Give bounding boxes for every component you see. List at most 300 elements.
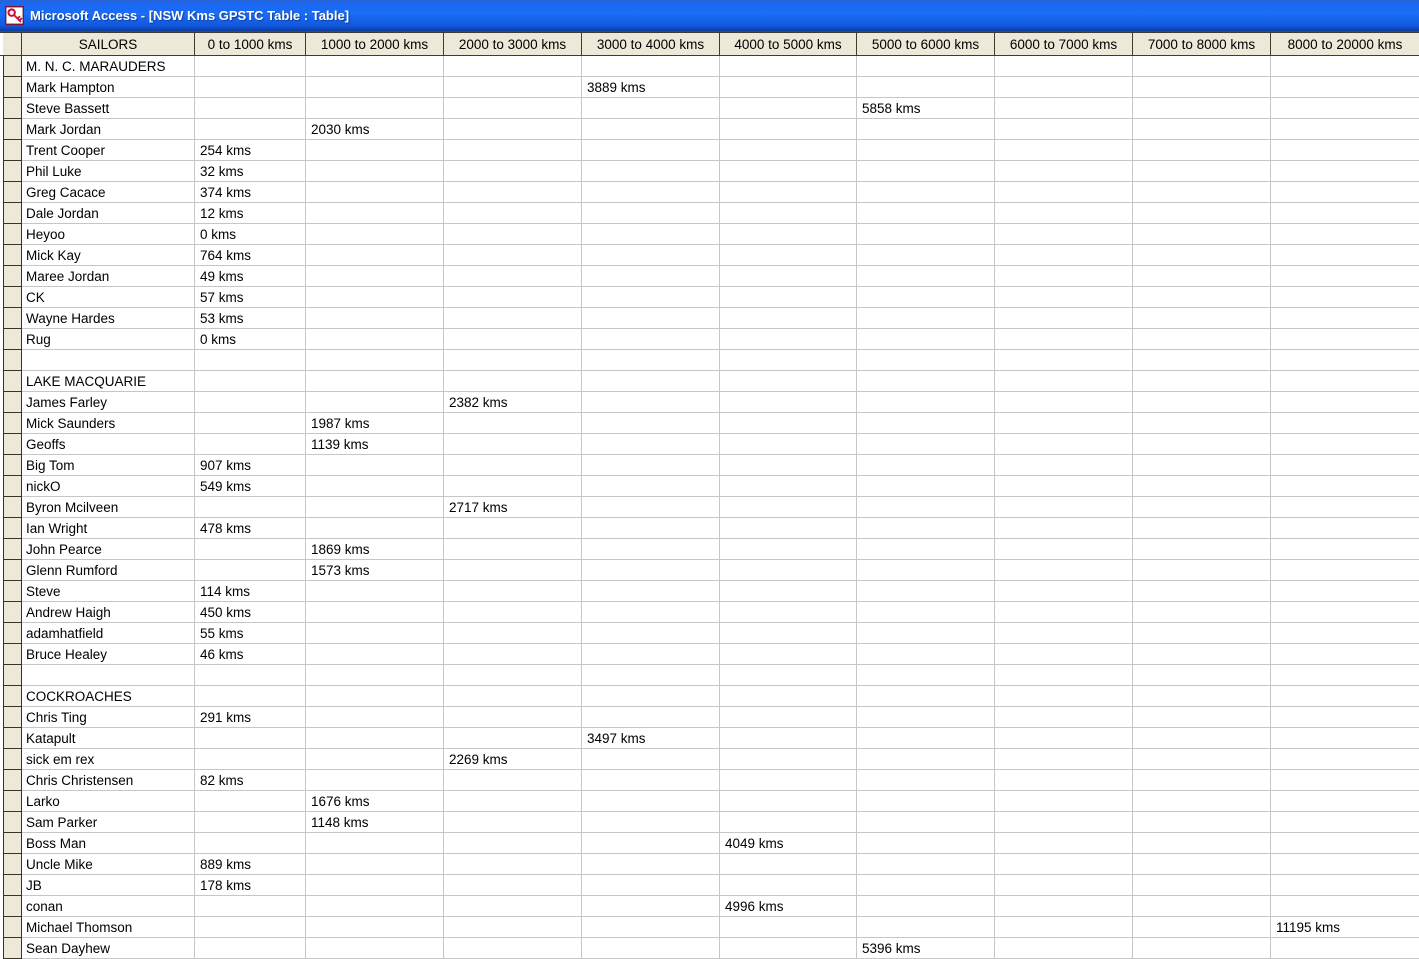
km-value-cell[interactable] (306, 581, 444, 602)
km-value-cell[interactable] (857, 497, 995, 518)
km-value-cell[interactable]: 178 kms (195, 875, 306, 896)
km-value-cell[interactable] (857, 350, 995, 371)
km-value-cell[interactable] (1271, 224, 1419, 245)
km-value-cell[interactable] (995, 749, 1133, 770)
km-value-cell[interactable] (582, 602, 720, 623)
km-value-cell[interactable] (444, 854, 582, 875)
km-value-cell[interactable] (582, 413, 720, 434)
km-value-cell[interactable] (720, 854, 857, 875)
km-value-cell[interactable] (582, 245, 720, 266)
sailor-name-cell[interactable]: Wayne Hardes (22, 308, 195, 329)
km-value-cell[interactable] (720, 371, 857, 392)
km-value-cell[interactable] (1133, 938, 1271, 959)
km-value-cell[interactable] (1271, 476, 1419, 497)
km-value-cell[interactable] (582, 119, 720, 140)
sailor-name-cell[interactable]: COCKROACHES (22, 686, 195, 707)
km-value-cell[interactable] (1271, 875, 1419, 896)
km-value-cell[interactable] (306, 140, 444, 161)
row-selector[interactable] (0, 77, 22, 98)
km-value-cell[interactable] (195, 686, 306, 707)
km-value-cell[interactable] (720, 392, 857, 413)
km-value-cell[interactable] (857, 791, 995, 812)
km-value-cell[interactable] (995, 875, 1133, 896)
row-selector-box[interactable] (3, 56, 22, 77)
sailor-name-cell[interactable]: JB (22, 875, 195, 896)
km-value-cell[interactable] (1133, 476, 1271, 497)
km-value-cell[interactable] (995, 434, 1133, 455)
km-value-cell[interactable] (1133, 812, 1271, 833)
row-selector[interactable] (0, 560, 22, 581)
km-value-cell[interactable] (720, 560, 857, 581)
km-value-cell[interactable]: 5396 kms (857, 938, 995, 959)
km-value-cell[interactable] (1271, 98, 1419, 119)
km-value-cell[interactable] (582, 203, 720, 224)
km-value-cell[interactable]: 2030 kms (306, 119, 444, 140)
km-value-cell[interactable] (1271, 938, 1419, 959)
km-value-cell[interactable] (857, 518, 995, 539)
km-value-cell[interactable] (857, 77, 995, 98)
km-value-cell[interactable] (720, 770, 857, 791)
sailor-name-cell[interactable]: M. N. C. MARAUDERS (22, 56, 195, 77)
km-value-cell[interactable] (857, 665, 995, 686)
km-value-cell[interactable] (1133, 140, 1271, 161)
km-value-cell[interactable] (306, 875, 444, 896)
km-value-cell[interactable] (995, 245, 1133, 266)
km-value-cell[interactable] (195, 833, 306, 854)
km-value-cell[interactable] (720, 686, 857, 707)
km-value-cell[interactable] (995, 455, 1133, 476)
km-value-cell[interactable] (582, 98, 720, 119)
km-value-cell[interactable] (1271, 161, 1419, 182)
sailor-name-cell[interactable]: CK (22, 287, 195, 308)
km-value-cell[interactable] (1133, 266, 1271, 287)
km-value-cell[interactable] (1271, 413, 1419, 434)
km-value-cell[interactable] (582, 455, 720, 476)
km-value-cell[interactable]: 2382 kms (444, 392, 582, 413)
km-value-cell[interactable] (1133, 224, 1271, 245)
km-value-cell[interactable] (720, 812, 857, 833)
km-value-cell[interactable]: 3497 kms (582, 728, 720, 749)
km-value-cell[interactable] (1271, 644, 1419, 665)
row-selector[interactable] (0, 854, 22, 875)
sailor-name-cell[interactable]: Rug (22, 329, 195, 350)
km-value-cell[interactable] (306, 245, 444, 266)
column-header[interactable]: 7000 to 8000 kms (1133, 32, 1271, 56)
km-value-cell[interactable] (444, 140, 582, 161)
km-value-cell[interactable] (1133, 56, 1271, 77)
km-value-cell[interactable] (857, 875, 995, 896)
km-value-cell[interactable] (857, 266, 995, 287)
km-value-cell[interactable] (720, 518, 857, 539)
select-all-box[interactable] (0, 32, 22, 56)
km-value-cell[interactable] (1271, 371, 1419, 392)
km-value-cell[interactable] (1133, 119, 1271, 140)
km-value-cell[interactable] (1271, 245, 1419, 266)
sailor-name-cell[interactable] (22, 350, 195, 371)
km-value-cell[interactable] (995, 413, 1133, 434)
sailor-name-cell[interactable]: Heyoo (22, 224, 195, 245)
km-value-cell[interactable] (582, 686, 720, 707)
km-value-cell[interactable] (1271, 119, 1419, 140)
km-value-cell[interactable] (306, 77, 444, 98)
sailor-name-cell[interactable]: Sam Parker (22, 812, 195, 833)
km-value-cell[interactable] (1133, 329, 1271, 350)
km-value-cell[interactable] (995, 665, 1133, 686)
row-selector-box[interactable] (3, 98, 22, 119)
row-selector-box[interactable] (3, 350, 22, 371)
km-value-cell[interactable] (995, 224, 1133, 245)
km-value-cell[interactable] (857, 434, 995, 455)
km-value-cell[interactable] (306, 896, 444, 917)
km-value-cell[interactable] (995, 560, 1133, 581)
km-value-cell[interactable]: 53 kms (195, 308, 306, 329)
km-value-cell[interactable] (1133, 560, 1271, 581)
km-value-cell[interactable] (995, 686, 1133, 707)
km-value-cell[interactable] (1271, 329, 1419, 350)
row-selector-box[interactable] (3, 917, 22, 938)
km-value-cell[interactable] (444, 833, 582, 854)
km-value-cell[interactable] (720, 77, 857, 98)
km-value-cell[interactable] (720, 287, 857, 308)
km-value-cell[interactable] (1133, 455, 1271, 476)
km-value-cell[interactable] (444, 350, 582, 371)
km-value-cell[interactable] (582, 56, 720, 77)
km-value-cell[interactable] (306, 287, 444, 308)
km-value-cell[interactable]: 4996 kms (720, 896, 857, 917)
column-header[interactable]: 8000 to 20000 kms (1271, 32, 1419, 56)
km-value-cell[interactable] (306, 686, 444, 707)
km-value-cell[interactable] (1271, 812, 1419, 833)
km-value-cell[interactable] (582, 518, 720, 539)
sailor-name-cell[interactable]: Larko (22, 791, 195, 812)
row-selector[interactable] (0, 392, 22, 413)
row-selector-box[interactable] (3, 833, 22, 854)
sailor-name-cell[interactable]: Uncle Mike (22, 854, 195, 875)
km-value-cell[interactable] (720, 56, 857, 77)
km-value-cell[interactable] (306, 602, 444, 623)
row-selector-box[interactable] (3, 203, 22, 224)
row-selector-box[interactable] (3, 140, 22, 161)
km-value-cell[interactable] (720, 98, 857, 119)
km-value-cell[interactable] (306, 749, 444, 770)
km-value-cell[interactable] (720, 749, 857, 770)
km-value-cell[interactable] (995, 707, 1133, 728)
km-value-cell[interactable] (995, 203, 1133, 224)
km-value-cell[interactable] (995, 77, 1133, 98)
km-value-cell[interactable] (306, 938, 444, 959)
km-value-cell[interactable]: 11195 kms (1271, 917, 1419, 938)
row-selector-box[interactable] (3, 287, 22, 308)
row-selector-box[interactable] (3, 77, 22, 98)
sailor-name-cell[interactable]: James Farley (22, 392, 195, 413)
row-selector[interactable] (0, 497, 22, 518)
km-value-cell[interactable] (306, 854, 444, 875)
km-value-cell[interactable] (582, 371, 720, 392)
column-header[interactable]: 1000 to 2000 kms (306, 32, 444, 56)
km-value-cell[interactable] (857, 161, 995, 182)
km-value-cell[interactable] (720, 665, 857, 686)
sailor-name-cell[interactable] (22, 665, 195, 686)
km-value-cell[interactable] (857, 896, 995, 917)
km-value-cell[interactable] (195, 77, 306, 98)
km-value-cell[interactable] (720, 203, 857, 224)
km-value-cell[interactable] (857, 917, 995, 938)
km-value-cell[interactable] (444, 434, 582, 455)
row-selector[interactable] (0, 119, 22, 140)
km-value-cell[interactable] (995, 518, 1133, 539)
row-selector-box[interactable] (3, 749, 22, 770)
km-value-cell[interactable] (582, 560, 720, 581)
column-header[interactable]: 2000 to 3000 kms (444, 32, 582, 56)
km-value-cell[interactable] (1271, 560, 1419, 581)
km-value-cell[interactable] (195, 56, 306, 77)
km-value-cell[interactable] (444, 812, 582, 833)
km-value-cell[interactable] (582, 581, 720, 602)
km-value-cell[interactable] (1271, 686, 1419, 707)
sailor-name-cell[interactable]: Michael Thomson (22, 917, 195, 938)
sailor-name-cell[interactable]: Mick Kay (22, 245, 195, 266)
km-value-cell[interactable] (1271, 182, 1419, 203)
km-value-cell[interactable] (582, 665, 720, 686)
km-value-cell[interactable] (995, 161, 1133, 182)
km-value-cell[interactable] (444, 98, 582, 119)
km-value-cell[interactable]: 450 kms (195, 602, 306, 623)
km-value-cell[interactable] (1271, 854, 1419, 875)
km-value-cell[interactable] (1133, 602, 1271, 623)
km-value-cell[interactable] (444, 560, 582, 581)
km-value-cell[interactable] (857, 119, 995, 140)
km-value-cell[interactable] (995, 896, 1133, 917)
km-value-cell[interactable]: 2717 kms (444, 497, 582, 518)
sailor-name-cell[interactable]: adamhatfield (22, 623, 195, 644)
km-value-cell[interactable] (1133, 707, 1271, 728)
km-value-cell[interactable] (857, 539, 995, 560)
km-value-cell[interactable] (995, 833, 1133, 854)
km-value-cell[interactable] (1271, 791, 1419, 812)
km-value-cell[interactable] (857, 770, 995, 791)
km-value-cell[interactable] (444, 686, 582, 707)
sailor-name-cell[interactable]: Ian Wright (22, 518, 195, 539)
km-value-cell[interactable] (195, 413, 306, 434)
km-value-cell[interactable] (995, 938, 1133, 959)
sailor-name-cell[interactable]: Steve Bassett (22, 98, 195, 119)
km-value-cell[interactable] (195, 896, 306, 917)
km-value-cell[interactable] (720, 581, 857, 602)
km-value-cell[interactable] (995, 812, 1133, 833)
km-value-cell[interactable] (306, 224, 444, 245)
km-value-cell[interactable] (1133, 539, 1271, 560)
km-value-cell[interactable] (995, 854, 1133, 875)
km-value-cell[interactable] (1133, 350, 1271, 371)
km-value-cell[interactable] (582, 812, 720, 833)
sailor-name-cell[interactable]: Mark Jordan (22, 119, 195, 140)
row-selector[interactable] (0, 812, 22, 833)
km-value-cell[interactable] (444, 791, 582, 812)
km-value-cell[interactable] (1271, 266, 1419, 287)
row-selector[interactable] (0, 224, 22, 245)
km-value-cell[interactable] (444, 182, 582, 203)
km-value-cell[interactable]: 254 kms (195, 140, 306, 161)
km-value-cell[interactable] (306, 518, 444, 539)
row-selector-box[interactable] (3, 665, 22, 686)
km-value-cell[interactable] (1271, 728, 1419, 749)
km-value-cell[interactable] (720, 707, 857, 728)
km-value-cell[interactable] (1271, 896, 1419, 917)
km-value-cell[interactable]: 3889 kms (582, 77, 720, 98)
km-value-cell[interactable] (306, 371, 444, 392)
column-header[interactable]: 5000 to 6000 kms (857, 32, 995, 56)
km-value-cell[interactable]: 291 kms (195, 707, 306, 728)
km-value-cell[interactable] (995, 56, 1133, 77)
km-value-cell[interactable] (1133, 749, 1271, 770)
km-value-cell[interactable]: 5858 kms (857, 98, 995, 119)
km-value-cell[interactable] (195, 98, 306, 119)
km-value-cell[interactable] (720, 644, 857, 665)
km-value-cell[interactable] (720, 875, 857, 896)
km-value-cell[interactable] (306, 707, 444, 728)
km-value-cell[interactable] (1133, 917, 1271, 938)
km-value-cell[interactable] (857, 581, 995, 602)
km-value-cell[interactable] (1271, 392, 1419, 413)
km-value-cell[interactable] (306, 917, 444, 938)
km-value-cell[interactable] (1133, 728, 1271, 749)
sailor-name-cell[interactable]: Mark Hampton (22, 77, 195, 98)
km-value-cell[interactable] (1271, 77, 1419, 98)
km-value-cell[interactable] (995, 329, 1133, 350)
km-value-cell[interactable] (995, 644, 1133, 665)
km-value-cell[interactable] (1271, 497, 1419, 518)
row-selector[interactable] (0, 245, 22, 266)
row-selector-box[interactable] (3, 413, 22, 434)
km-value-cell[interactable] (720, 308, 857, 329)
row-selector[interactable] (0, 518, 22, 539)
km-value-cell[interactable] (1271, 581, 1419, 602)
km-value-cell[interactable] (195, 791, 306, 812)
km-value-cell[interactable] (720, 224, 857, 245)
km-value-cell[interactable] (1271, 350, 1419, 371)
sailor-name-cell[interactable]: Glenn Rumford (22, 560, 195, 581)
column-header[interactable]: 0 to 1000 kms (195, 32, 306, 56)
km-value-cell[interactable]: 46 kms (195, 644, 306, 665)
row-selector-box[interactable] (3, 938, 22, 959)
row-selector-box[interactable] (3, 728, 22, 749)
sailor-name-cell[interactable]: Chris Christensen (22, 770, 195, 791)
row-selector[interactable] (0, 770, 22, 791)
km-value-cell[interactable] (195, 392, 306, 413)
km-value-cell[interactable] (995, 602, 1133, 623)
km-value-cell[interactable] (582, 833, 720, 854)
km-value-cell[interactable] (720, 119, 857, 140)
km-value-cell[interactable] (444, 707, 582, 728)
km-value-cell[interactable] (306, 329, 444, 350)
km-value-cell[interactable] (1133, 203, 1271, 224)
km-value-cell[interactable] (1133, 686, 1271, 707)
km-value-cell[interactable] (444, 245, 582, 266)
km-value-cell[interactable] (444, 308, 582, 329)
row-selector-box[interactable] (3, 581, 22, 602)
km-value-cell[interactable] (720, 791, 857, 812)
row-selector-box[interactable] (3, 182, 22, 203)
km-value-cell[interactable] (720, 140, 857, 161)
km-value-cell[interactable] (306, 392, 444, 413)
row-selector[interactable] (0, 476, 22, 497)
row-selector[interactable] (0, 749, 22, 770)
km-value-cell[interactable] (720, 413, 857, 434)
km-value-cell[interactable] (195, 371, 306, 392)
row-selector[interactable] (0, 602, 22, 623)
km-value-cell[interactable] (995, 917, 1133, 938)
km-value-cell[interactable] (995, 182, 1133, 203)
km-value-cell[interactable] (1271, 707, 1419, 728)
km-value-cell[interactable]: 4049 kms (720, 833, 857, 854)
sailor-name-cell[interactable]: Trent Cooper (22, 140, 195, 161)
km-value-cell[interactable] (1133, 371, 1271, 392)
km-value-cell[interactable]: 478 kms (195, 518, 306, 539)
row-selector[interactable] (0, 413, 22, 434)
row-selector-box[interactable] (3, 476, 22, 497)
km-value-cell[interactable] (582, 329, 720, 350)
km-value-cell[interactable] (582, 224, 720, 245)
km-value-cell[interactable] (995, 119, 1133, 140)
row-selector[interactable] (0, 350, 22, 371)
km-value-cell[interactable] (857, 392, 995, 413)
row-selector[interactable] (0, 623, 22, 644)
sailor-name-cell[interactable]: Geoffs (22, 434, 195, 455)
km-value-cell[interactable] (582, 938, 720, 959)
km-value-cell[interactable] (1271, 539, 1419, 560)
km-value-cell[interactable] (857, 245, 995, 266)
row-selector-box[interactable] (3, 539, 22, 560)
km-value-cell[interactable] (995, 350, 1133, 371)
row-selector-box[interactable] (3, 119, 22, 140)
km-value-cell[interactable] (444, 476, 582, 497)
row-selector[interactable] (0, 308, 22, 329)
sailor-name-cell[interactable]: sick em rex (22, 749, 195, 770)
km-value-cell[interactable] (995, 623, 1133, 644)
km-value-cell[interactable] (720, 602, 857, 623)
km-value-cell[interactable] (1133, 896, 1271, 917)
sailor-name-cell[interactable]: Chris Ting (22, 707, 195, 728)
km-value-cell[interactable] (195, 350, 306, 371)
km-value-cell[interactable] (582, 287, 720, 308)
row-selector[interactable] (0, 56, 22, 77)
km-value-cell[interactable] (582, 140, 720, 161)
km-value-cell[interactable] (995, 287, 1133, 308)
row-selector[interactable] (0, 203, 22, 224)
km-value-cell[interactable] (1271, 770, 1419, 791)
sailor-name-cell[interactable]: Bruce Healey (22, 644, 195, 665)
row-selector-box[interactable] (3, 245, 22, 266)
km-value-cell[interactable] (582, 182, 720, 203)
km-value-cell[interactable] (582, 308, 720, 329)
sailor-name-cell[interactable]: Dale Jordan (22, 203, 195, 224)
km-value-cell[interactable] (857, 560, 995, 581)
km-value-cell[interactable]: 374 kms (195, 182, 306, 203)
km-value-cell[interactable] (195, 560, 306, 581)
row-selector-box[interactable] (3, 392, 22, 413)
row-selector-box[interactable] (3, 896, 22, 917)
row-selector[interactable] (0, 140, 22, 161)
row-selector-box[interactable] (3, 518, 22, 539)
km-value-cell[interactable] (306, 161, 444, 182)
row-selector[interactable] (0, 287, 22, 308)
km-value-cell[interactable] (720, 182, 857, 203)
km-value-cell[interactable] (306, 56, 444, 77)
km-value-cell[interactable] (306, 728, 444, 749)
km-value-cell[interactable] (582, 896, 720, 917)
km-value-cell[interactable]: 1573 kms (306, 560, 444, 581)
row-selector-box[interactable] (3, 791, 22, 812)
